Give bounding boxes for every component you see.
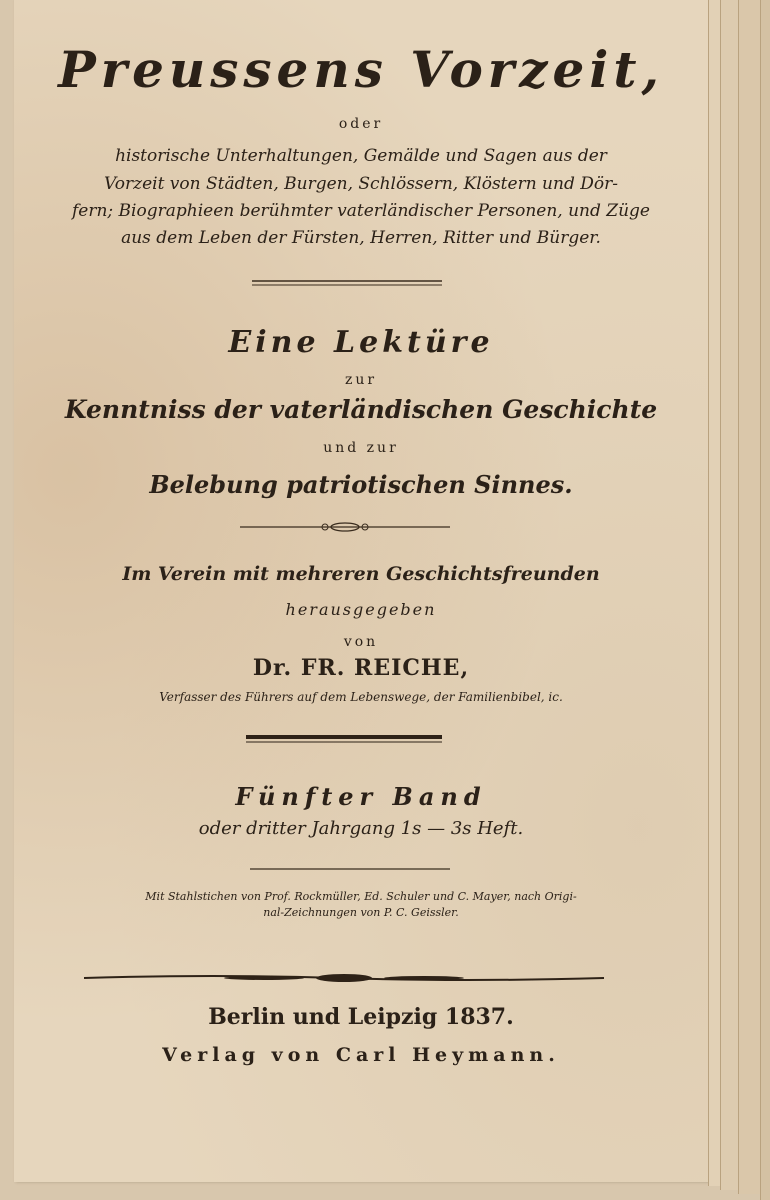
- kenntniss-heading: Kenntniss der vaterländischen Geschichte: [64, 395, 658, 424]
- publisher: Verlag von Carl Heymann.: [162, 1044, 560, 1066]
- volume-subheading: oder dritter Jahrgang 1s — 3s Heft.: [198, 818, 524, 839]
- place-year: Berlin und Leipzig 1837.: [208, 1004, 514, 1030]
- page-edge: [738, 0, 761, 1194]
- page-edge: [760, 0, 770, 1200]
- von-text: von: [343, 634, 379, 650]
- verein-text: Im Verein mit mehreren Geschichtsfreunden: [122, 563, 600, 585]
- subtitle-line: historische Unterhaltungen, Gemälde und Sagen aus der: [115, 146, 607, 166]
- subtitle-line: aus dem Leben der Fürsten, Herren, Ritter und Bürger.: [121, 228, 601, 248]
- page-edge: [720, 0, 739, 1190]
- book-title: Preussens Vorzeit,: [58, 40, 664, 99]
- editor-name: Dr. FR. REICHE,: [252, 655, 470, 681]
- engravings-line: Mit Stahlstichen von Prof. Rockmüller, Ed. Schuler und C. Mayer, nach Origi-: [145, 890, 577, 903]
- volume-heading: Fünfter Band: [235, 782, 487, 811]
- ornament-rule: [240, 520, 450, 534]
- divider-rule: [250, 866, 450, 872]
- lecture-heading: Eine Lektüre: [228, 325, 494, 360]
- herausgegeben-text: herausgegeben: [285, 600, 437, 619]
- und-zur-text: und zur: [323, 440, 399, 456]
- belebung-heading: Belebung patriotischen Sinnes.: [149, 470, 573, 499]
- divider-rule: [252, 278, 442, 288]
- subtitle-line: Vorzeit von Städten, Burgen, Schlössern, Klöstern und Dör-: [104, 174, 618, 194]
- divider-rule: [246, 733, 442, 743]
- zur-text: zur: [344, 372, 378, 388]
- engravings-line: nal-Zeichnungen von P. C. Geissler.: [263, 906, 459, 919]
- editor-description: Verfasser des Führers auf dem Lebenswege, der Familienbibel, ic.: [159, 690, 563, 704]
- subtitle-line: fern; Biographieen berühmter vaterländischer Personen, und Züge: [72, 201, 650, 221]
- ornament-rule: [84, 970, 604, 986]
- oder-text: oder: [338, 116, 384, 132]
